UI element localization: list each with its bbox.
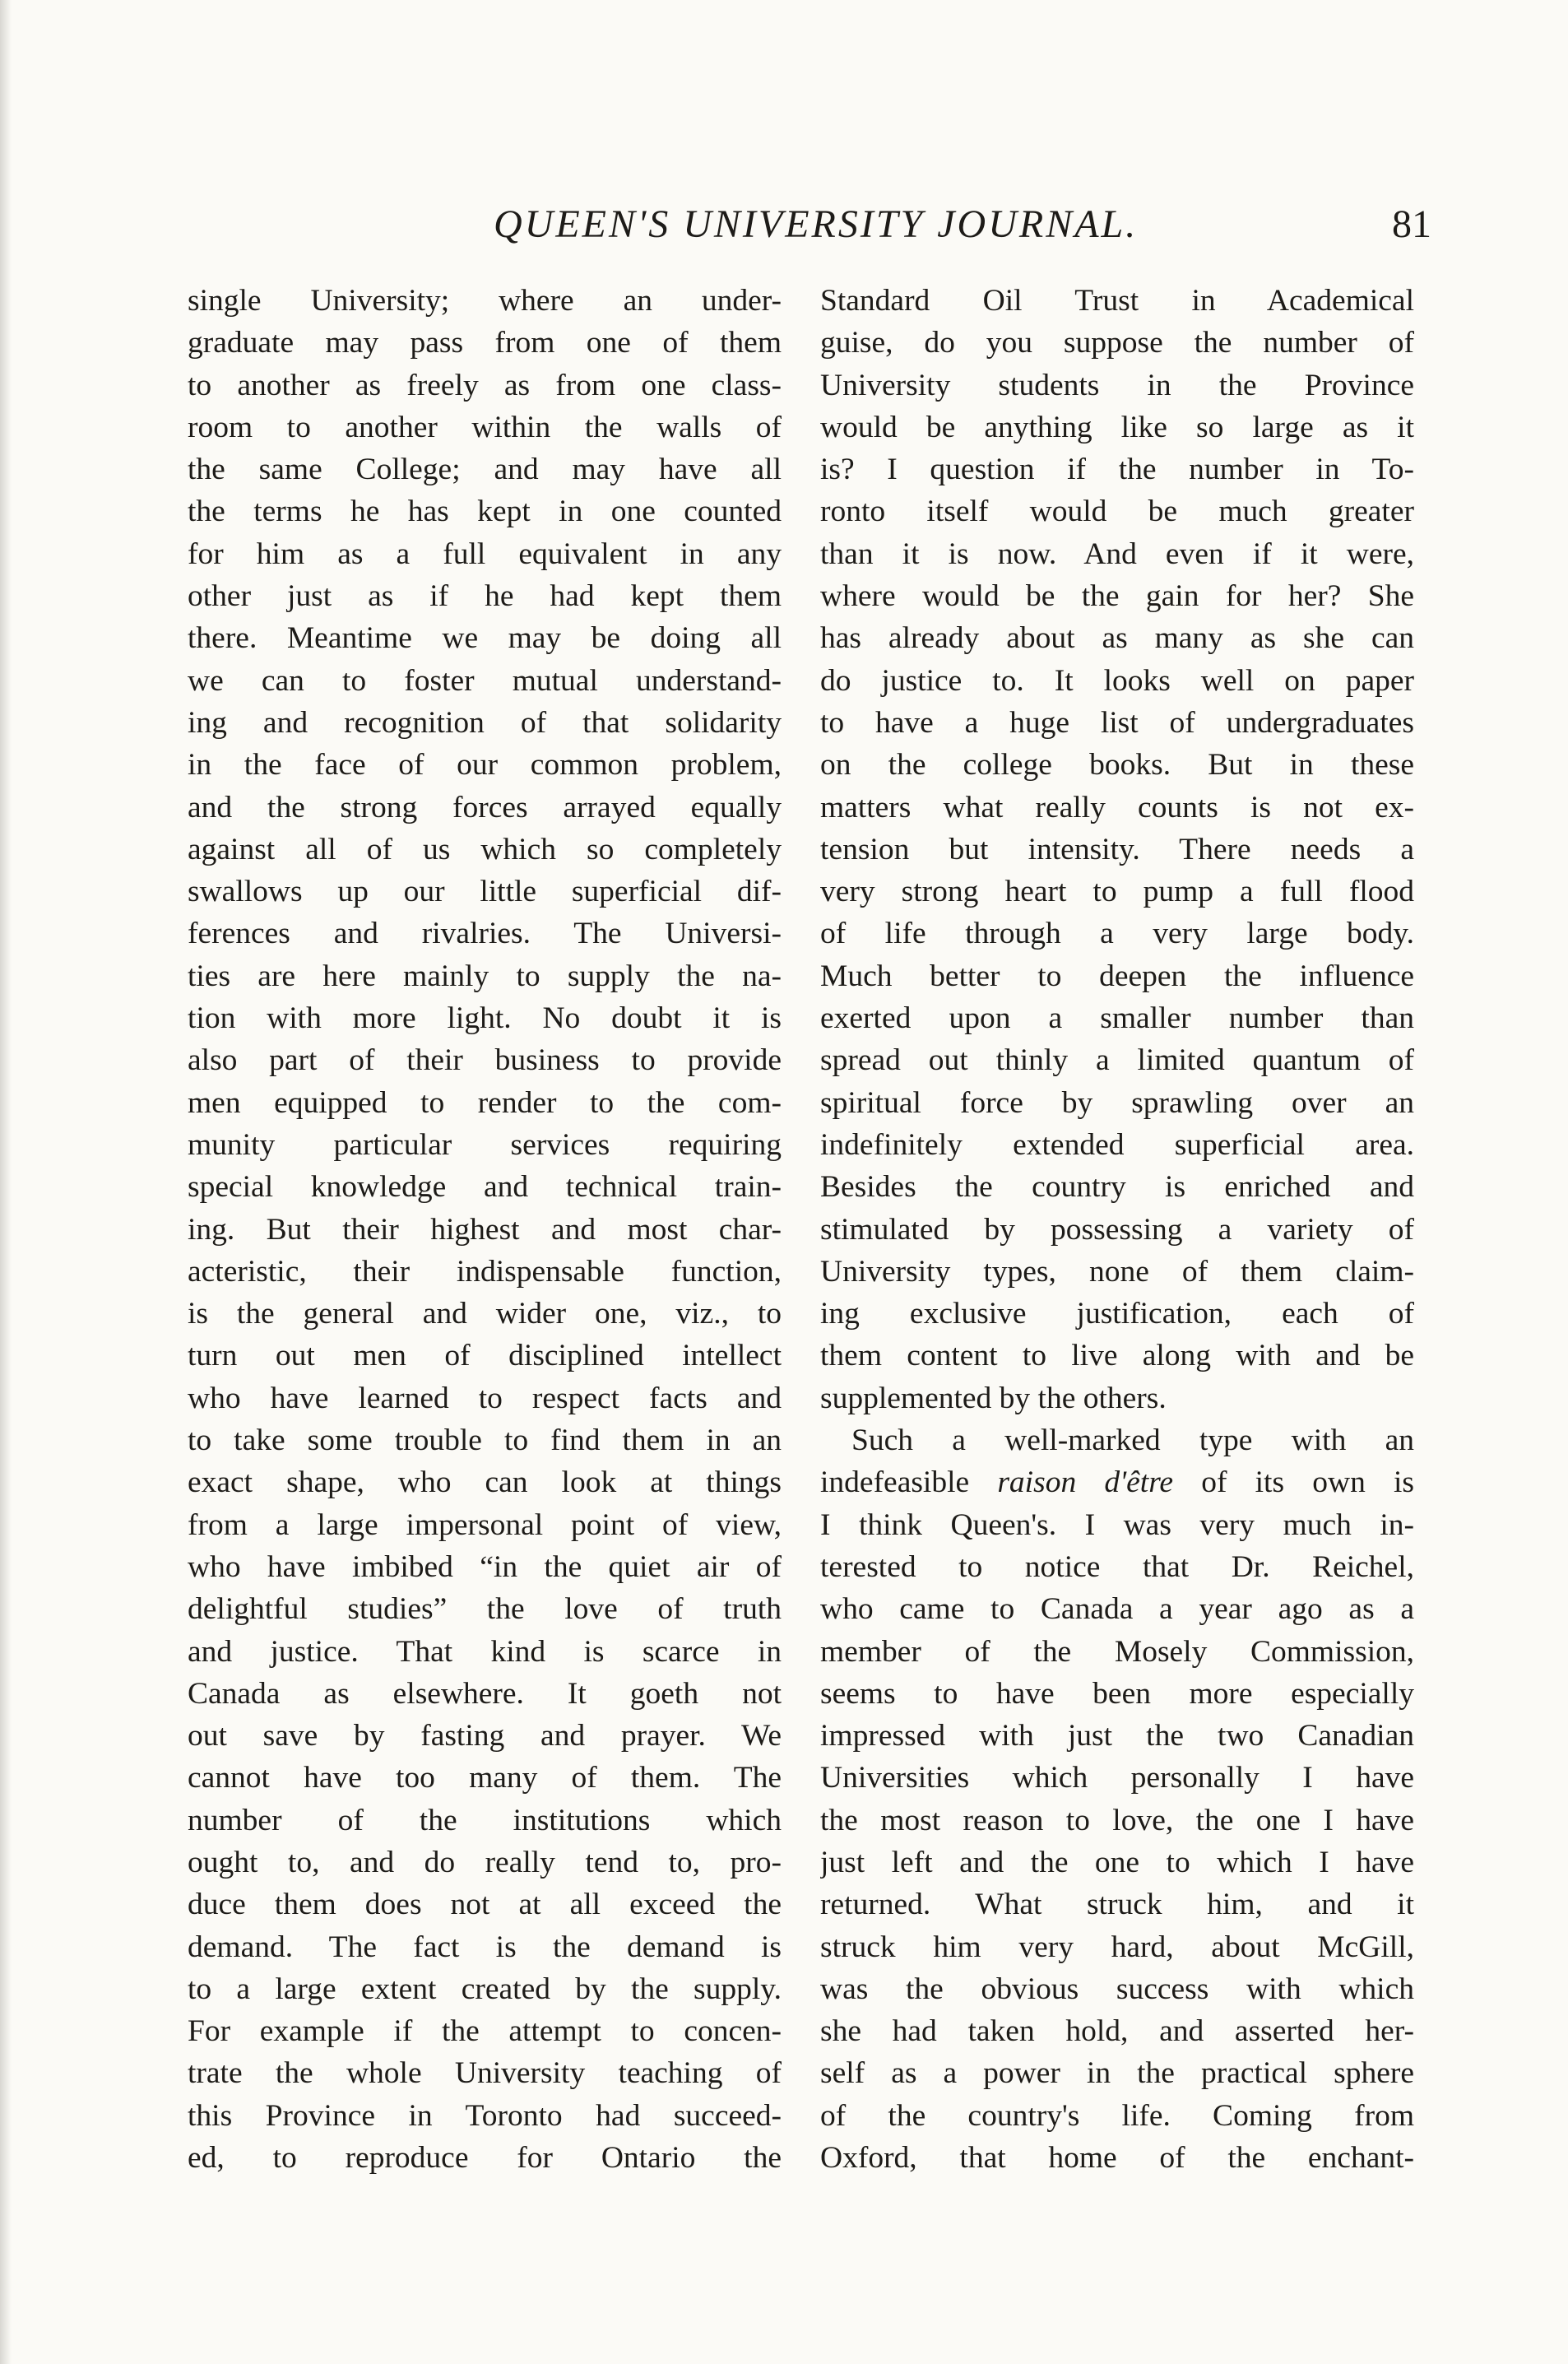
- text-line: where would be the gain for her? She: [820, 579, 1414, 614]
- text-line: and justice. That kind is scarce in: [188, 1634, 782, 1669]
- text-line: men equipped to render to the com-: [188, 1085, 782, 1120]
- text-line: is? I question if the number in To-: [820, 453, 1414, 487]
- text-line: graduate may pass from one of them: [188, 326, 782, 360]
- text-line: turn out men of disciplined intellect: [188, 1339, 782, 1373]
- text-line: indefinitely extended superficial area.: [820, 1127, 1414, 1162]
- text-line: delightful studies” the love of truth: [188, 1592, 782, 1627]
- text-line: ties are here mainly to supply the na-: [188, 959, 782, 993]
- text-line: returned. What struck him, and it: [820, 1888, 1414, 1922]
- text-line: munity particular services requiring: [188, 1127, 782, 1162]
- text-line: ed, to reproduce for Ontario the: [188, 2141, 782, 2176]
- text-line: other just as if he had kept them: [188, 579, 782, 614]
- text-line: to another as freely as from one class-: [188, 368, 782, 402]
- text-line: [820, 1461, 1414, 1503]
- text-line: I think Queen's. I was very much in-: [820, 1507, 1414, 1542]
- text-line: single University; where an under-: [188, 284, 782, 318]
- text-line: to have a huge list of undergraduates: [820, 705, 1414, 740]
- text-line: Besides the country is enriched and: [820, 1170, 1414, 1205]
- text-line: very strong heart to pump a full flood: [820, 875, 1414, 909]
- text-line: and the strong forces arrayed equally: [188, 790, 782, 824]
- text-run: of its own is: [1173, 1465, 1414, 1500]
- text-line: we can to foster mutual understand-: [188, 663, 782, 698]
- text-line: ferences and rivalries. The Universi-: [188, 917, 782, 951]
- text-line: impressed with just the two Canadian: [820, 1719, 1414, 1753]
- text-line: has already about as many as she can: [820, 621, 1414, 656]
- text-line: Canada as elsewhere. It goeth not: [188, 1676, 782, 1711]
- text-line: to a large extent created by the supply.: [188, 1972, 782, 2006]
- text-line: against all of us which so completely: [188, 832, 782, 866]
- text-line: she had taken hold, and asserted her-: [820, 2014, 1414, 2049]
- text-line: exerted upon a smaller number than: [820, 1001, 1414, 1036]
- text-line: also part of their business to provide: [188, 1043, 782, 1078]
- text-line: ought to, and do really tend to, pro-: [188, 1845, 782, 1879]
- text-line: the terms he has kept in one counted: [188, 495, 782, 529]
- text-line: Standard Oil Trust in Academical: [820, 284, 1414, 318]
- text-line: there. Meantime we may be doing all: [188, 621, 782, 656]
- page-number: 81: [1392, 202, 1431, 246]
- text-line: was the obvious success with which: [820, 1972, 1414, 2006]
- text-line: out save by fasting and prayer. We: [188, 1719, 782, 1753]
- text-line: ronto itself would be much greater: [820, 495, 1414, 529]
- text-line: from a large impersonal point of view,: [188, 1507, 782, 1542]
- text-line: self as a power in the practical sphere: [820, 2056, 1414, 2091]
- text-line: Much better to deepen the influence: [820, 959, 1414, 993]
- page-header: [494, 196, 1431, 253]
- text-line: this Province in Toronto had succeed-: [188, 2098, 782, 2133]
- right-column: [820, 280, 1414, 2179]
- text-line: Oxford, that home of the enchant-: [820, 2141, 1414, 2176]
- text-line: in the face of our common problem,: [188, 748, 782, 783]
- text-line: matters what really counts is not ex-: [820, 790, 1414, 824]
- text-line: acteristic, their indispensable function,: [188, 1254, 782, 1289]
- text-line: spread out thinly a limited quantum of: [820, 1043, 1414, 1078]
- text-line: University types, none of them claim-: [820, 1254, 1414, 1289]
- text-line: cannot have too many of them. The: [188, 1761, 782, 1795]
- text-line: stimulated by possessing a variety of: [820, 1212, 1414, 1247]
- text-line: member of the Mosely Commission,: [820, 1634, 1414, 1669]
- text-line: ing and recognition of that solidarity: [188, 705, 782, 740]
- text-line: on the college books. But in these: [820, 748, 1414, 783]
- text-line: them content to live along with and be: [820, 1339, 1414, 1373]
- text-line: number of the institutions which: [188, 1803, 782, 1837]
- text-line: duce them does not at all exceed the: [188, 1888, 782, 1922]
- text-line: of life through a very large body.: [820, 917, 1414, 951]
- left-column: [188, 280, 782, 2179]
- text-run: indefeasible: [820, 1465, 998, 1500]
- text-line: the same College; and may have all: [188, 453, 782, 487]
- text-line: room to another within the walls of: [188, 410, 782, 444]
- text-line: Such a well-marked type with an: [851, 1424, 1414, 1458]
- text-line: to take some trouble to find them in an: [188, 1424, 782, 1458]
- text-line: For example if the attempt to concen-: [188, 2014, 782, 2049]
- text-line: supplemented by the others.: [820, 1381, 1167, 1415]
- text-line: than it is now. And even if it were,: [820, 536, 1414, 571]
- text-line: tion with more light. No doubt it is: [188, 1001, 782, 1036]
- text-line: University students in the Province: [820, 368, 1414, 402]
- running-head: QUEEN'S UNIVERSITY JOURNAL.: [494, 202, 1139, 246]
- text-line: would be anything like so large as it: [820, 410, 1414, 444]
- text-line: who have imbibed “in the quiet air of: [188, 1549, 782, 1584]
- page-edge-shadow: [0, 0, 12, 2364]
- text-line: trate the whole University teaching of: [188, 2056, 782, 2091]
- text-line: ing exclusive justification, each of: [820, 1297, 1414, 1331]
- text-line: ing. But their highest and most char-: [188, 1212, 782, 1247]
- text-line: demand. The fact is the demand is: [188, 1930, 782, 1964]
- text-line: guise, do you suppose the number of: [820, 326, 1414, 360]
- text-line: just left and the one to which I have: [820, 1845, 1414, 1879]
- text-line: of the country's life. Coming from: [820, 2098, 1414, 2133]
- text-line: do justice to. It looks well on paper: [820, 663, 1414, 698]
- italic-phrase: raison d'être: [997, 1465, 1174, 1500]
- text-line: is the general and wider one, viz., to: [188, 1297, 782, 1331]
- text-line: exact shape, who can look at things: [188, 1465, 782, 1500]
- text-line: who have learned to respect facts and: [188, 1381, 782, 1415]
- text-line: the most reason to love, the one I have: [820, 1803, 1414, 1837]
- text-line: who came to Canada a year ago as a: [820, 1592, 1414, 1627]
- text-line: struck him very hard, about McGill,: [820, 1930, 1414, 1964]
- text-line: special knowledge and technical train-: [188, 1170, 782, 1205]
- text-line: Universities which personally I have: [820, 1761, 1414, 1795]
- text-line: spiritual force by sprawling over an: [820, 1085, 1414, 1120]
- text-line: terested to notice that Dr. Reichel,: [820, 1549, 1414, 1584]
- text-line: swallows up our little superficial dif-: [188, 875, 782, 909]
- text-line: tension but intensity. There needs a: [820, 832, 1414, 866]
- text-line: for him as a full equivalent in any: [188, 536, 782, 571]
- text-line: seems to have been more especially: [820, 1676, 1414, 1711]
